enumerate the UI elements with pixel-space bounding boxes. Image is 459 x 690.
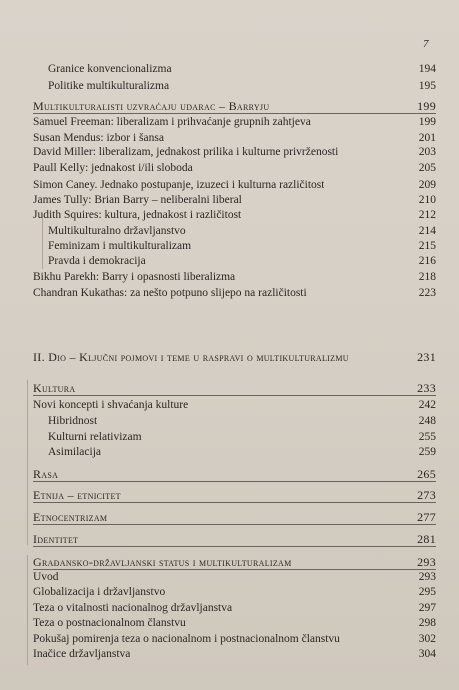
toc-entry-page: 212 [418, 209, 436, 221]
toc-entry [33, 286, 436, 300]
pencil-bracket-mark [27, 380, 28, 545]
toc-entry-title: James Tully: Brian Barry – neliberalni liberal [33, 194, 242, 206]
toc-entry [33, 131, 436, 145]
toc-section-heading [33, 381, 436, 395]
section-rule [33, 524, 436, 525]
toc-entry [33, 115, 436, 129]
toc-entry [33, 585, 436, 599]
toc-entry-title: Hibridnost [48, 415, 98, 427]
toc-entry [33, 145, 436, 159]
toc-entry [33, 632, 436, 646]
toc-entry [48, 414, 436, 428]
toc-section-heading [33, 99, 436, 113]
toc-entry [48, 79, 436, 93]
toc-entry-title: Građansko-državljanski status i multikulturalizam [33, 555, 292, 569]
toc-entry-page: 215 [418, 240, 436, 252]
toc-entry-page: 194 [418, 63, 436, 75]
toc-entry-title: Granice konvencionalizma [48, 63, 172, 75]
toc-section-heading [33, 467, 436, 481]
toc-entry-title: Etnija – etnicitet [33, 488, 121, 502]
section-rule [33, 395, 436, 396]
toc-entry [48, 62, 436, 76]
toc-entry-title: Politike multikulturalizma [48, 80, 170, 92]
toc-entry-page: 293 [417, 555, 436, 569]
toc-entry-title: Multikulturalisti uzvraćaju udarac – Barryju [33, 99, 270, 113]
toc-entry-page: 265 [417, 467, 436, 481]
toc-entry-page: 233 [417, 381, 436, 395]
toc-entry-title: Feminizam i multikulturalizam [48, 240, 192, 252]
toc-entry-page: 216 [418, 255, 436, 267]
toc-entry-page: 277 [417, 510, 436, 524]
toc-entry-title: Globalizacija i državljanstvo [33, 586, 166, 598]
toc-section-heading [33, 488, 436, 502]
toc-entry-title: Identitet [33, 532, 79, 546]
toc-entry-page: 231 [417, 350, 436, 364]
toc-entry [33, 601, 436, 615]
toc-part-heading [33, 350, 436, 364]
toc-entry [33, 208, 436, 222]
toc-entry-page: 297 [418, 602, 436, 614]
toc-entry-page: 298 [418, 617, 436, 629]
toc-entry-page: 302 [418, 633, 436, 645]
toc-entry-page: 209 [418, 179, 436, 191]
toc-entry-title: Paull Kelly: jednakost i/ili sloboda [33, 162, 193, 174]
pencil-bracket-mark [27, 555, 28, 665]
toc-entry-title: Samuel Freeman: liberalizam i prihvaćanje grupnih zahtjeva [33, 116, 311, 128]
toc-entry-page: 223 [418, 287, 436, 299]
toc-entry-page: 205 [418, 162, 436, 174]
toc-entry-page: 210 [418, 194, 436, 206]
toc-entry-title: Chandran Kukathas: za nešto potpuno slijepo na različitosti [33, 287, 307, 299]
toc-entry-title: Judith Squires: kultura, jednakost i različitost [33, 209, 242, 221]
toc-section-heading [33, 555, 436, 569]
toc-entry-page: 199 [417, 99, 436, 113]
toc-entry-title: Multikulturalno državljanstvo [48, 225, 186, 237]
toc-entry-page: 304 [418, 648, 436, 660]
toc-entry-title: Rasa [33, 467, 59, 481]
toc-entry-page: 199 [418, 116, 436, 128]
section-rule [33, 481, 436, 482]
toc-entry-title: II. Dio – Ključni pojmovi i teme u raspravi o multikulturalizmu [33, 350, 349, 364]
toc-entry-title: Teza o vitalnosti nacionalnog državljanstva [33, 602, 233, 614]
toc-entry [33, 398, 436, 412]
toc-entry-title: Pokušaj pomirenja teza o nacionalnom i postnacionalnom članstvu [33, 633, 340, 645]
toc-entry-title: Etnocentrizam [33, 510, 108, 524]
toc-entry-title: Simon Caney. Jednako postupanje, izuzeci i kulturna različitost [33, 179, 325, 191]
toc-entry [48, 239, 436, 253]
toc-entry [33, 193, 436, 207]
toc-entry [33, 570, 436, 584]
toc-entry [48, 445, 436, 459]
toc-entry-title: Novi koncepti i shvaćanja kulture [33, 399, 189, 411]
toc-entry-page: 195 [418, 80, 436, 92]
toc-entry-page: 273 [417, 488, 436, 502]
toc-section-heading [33, 510, 436, 524]
toc-entry-page: 255 [418, 431, 436, 443]
toc-entry-page: 203 [418, 146, 436, 158]
toc-entry-page: 259 [418, 446, 436, 458]
toc-entry-page: 293 [418, 571, 436, 583]
toc-entry [33, 616, 436, 630]
toc-entry [33, 178, 436, 192]
toc-entry-title: Teza o postnacionalnom članstvu [33, 617, 186, 629]
toc-entry [33, 270, 436, 284]
page-number: 7 [423, 38, 429, 50]
toc-entry-title: Kulturni relativizam [48, 431, 142, 443]
toc-section-heading [33, 532, 436, 546]
toc-entry-title: Uvod [33, 571, 59, 583]
toc-entry [33, 647, 436, 661]
toc-entry-title: Kultura [33, 381, 76, 395]
toc-entry-title: Bikhu Parekh: Barry i opasnosti liberalizma [33, 271, 236, 283]
toc-entry-page: 248 [418, 415, 436, 427]
toc-entry-page: 281 [417, 532, 436, 546]
toc-entry [33, 161, 436, 175]
toc-entry-title: Pravda i demokracija [48, 255, 146, 267]
toc-entry-title: Asimilacija [48, 446, 102, 458]
toc-entry-title: Inačice državljanstva [33, 648, 131, 660]
section-rule [33, 502, 436, 503]
toc-entry [48, 430, 436, 444]
toc-entry [48, 224, 436, 238]
toc-entry [48, 254, 436, 268]
pencil-bracket-mark [42, 214, 43, 269]
toc-entry-title: David Miller: liberalizam, jednakost prilika i kulturne privrženosti [33, 146, 339, 158]
toc-entry-page: 295 [418, 586, 436, 598]
toc-entry-page: 218 [418, 271, 436, 283]
toc-entry-page: 214 [418, 225, 436, 237]
toc-entry-title: Susan Mendus: izbor i šansa [33, 132, 164, 144]
toc-entry-page: 201 [418, 132, 436, 144]
toc-entry-page: 242 [418, 399, 436, 411]
section-rule [33, 546, 436, 547]
section-rule [33, 113, 436, 114]
